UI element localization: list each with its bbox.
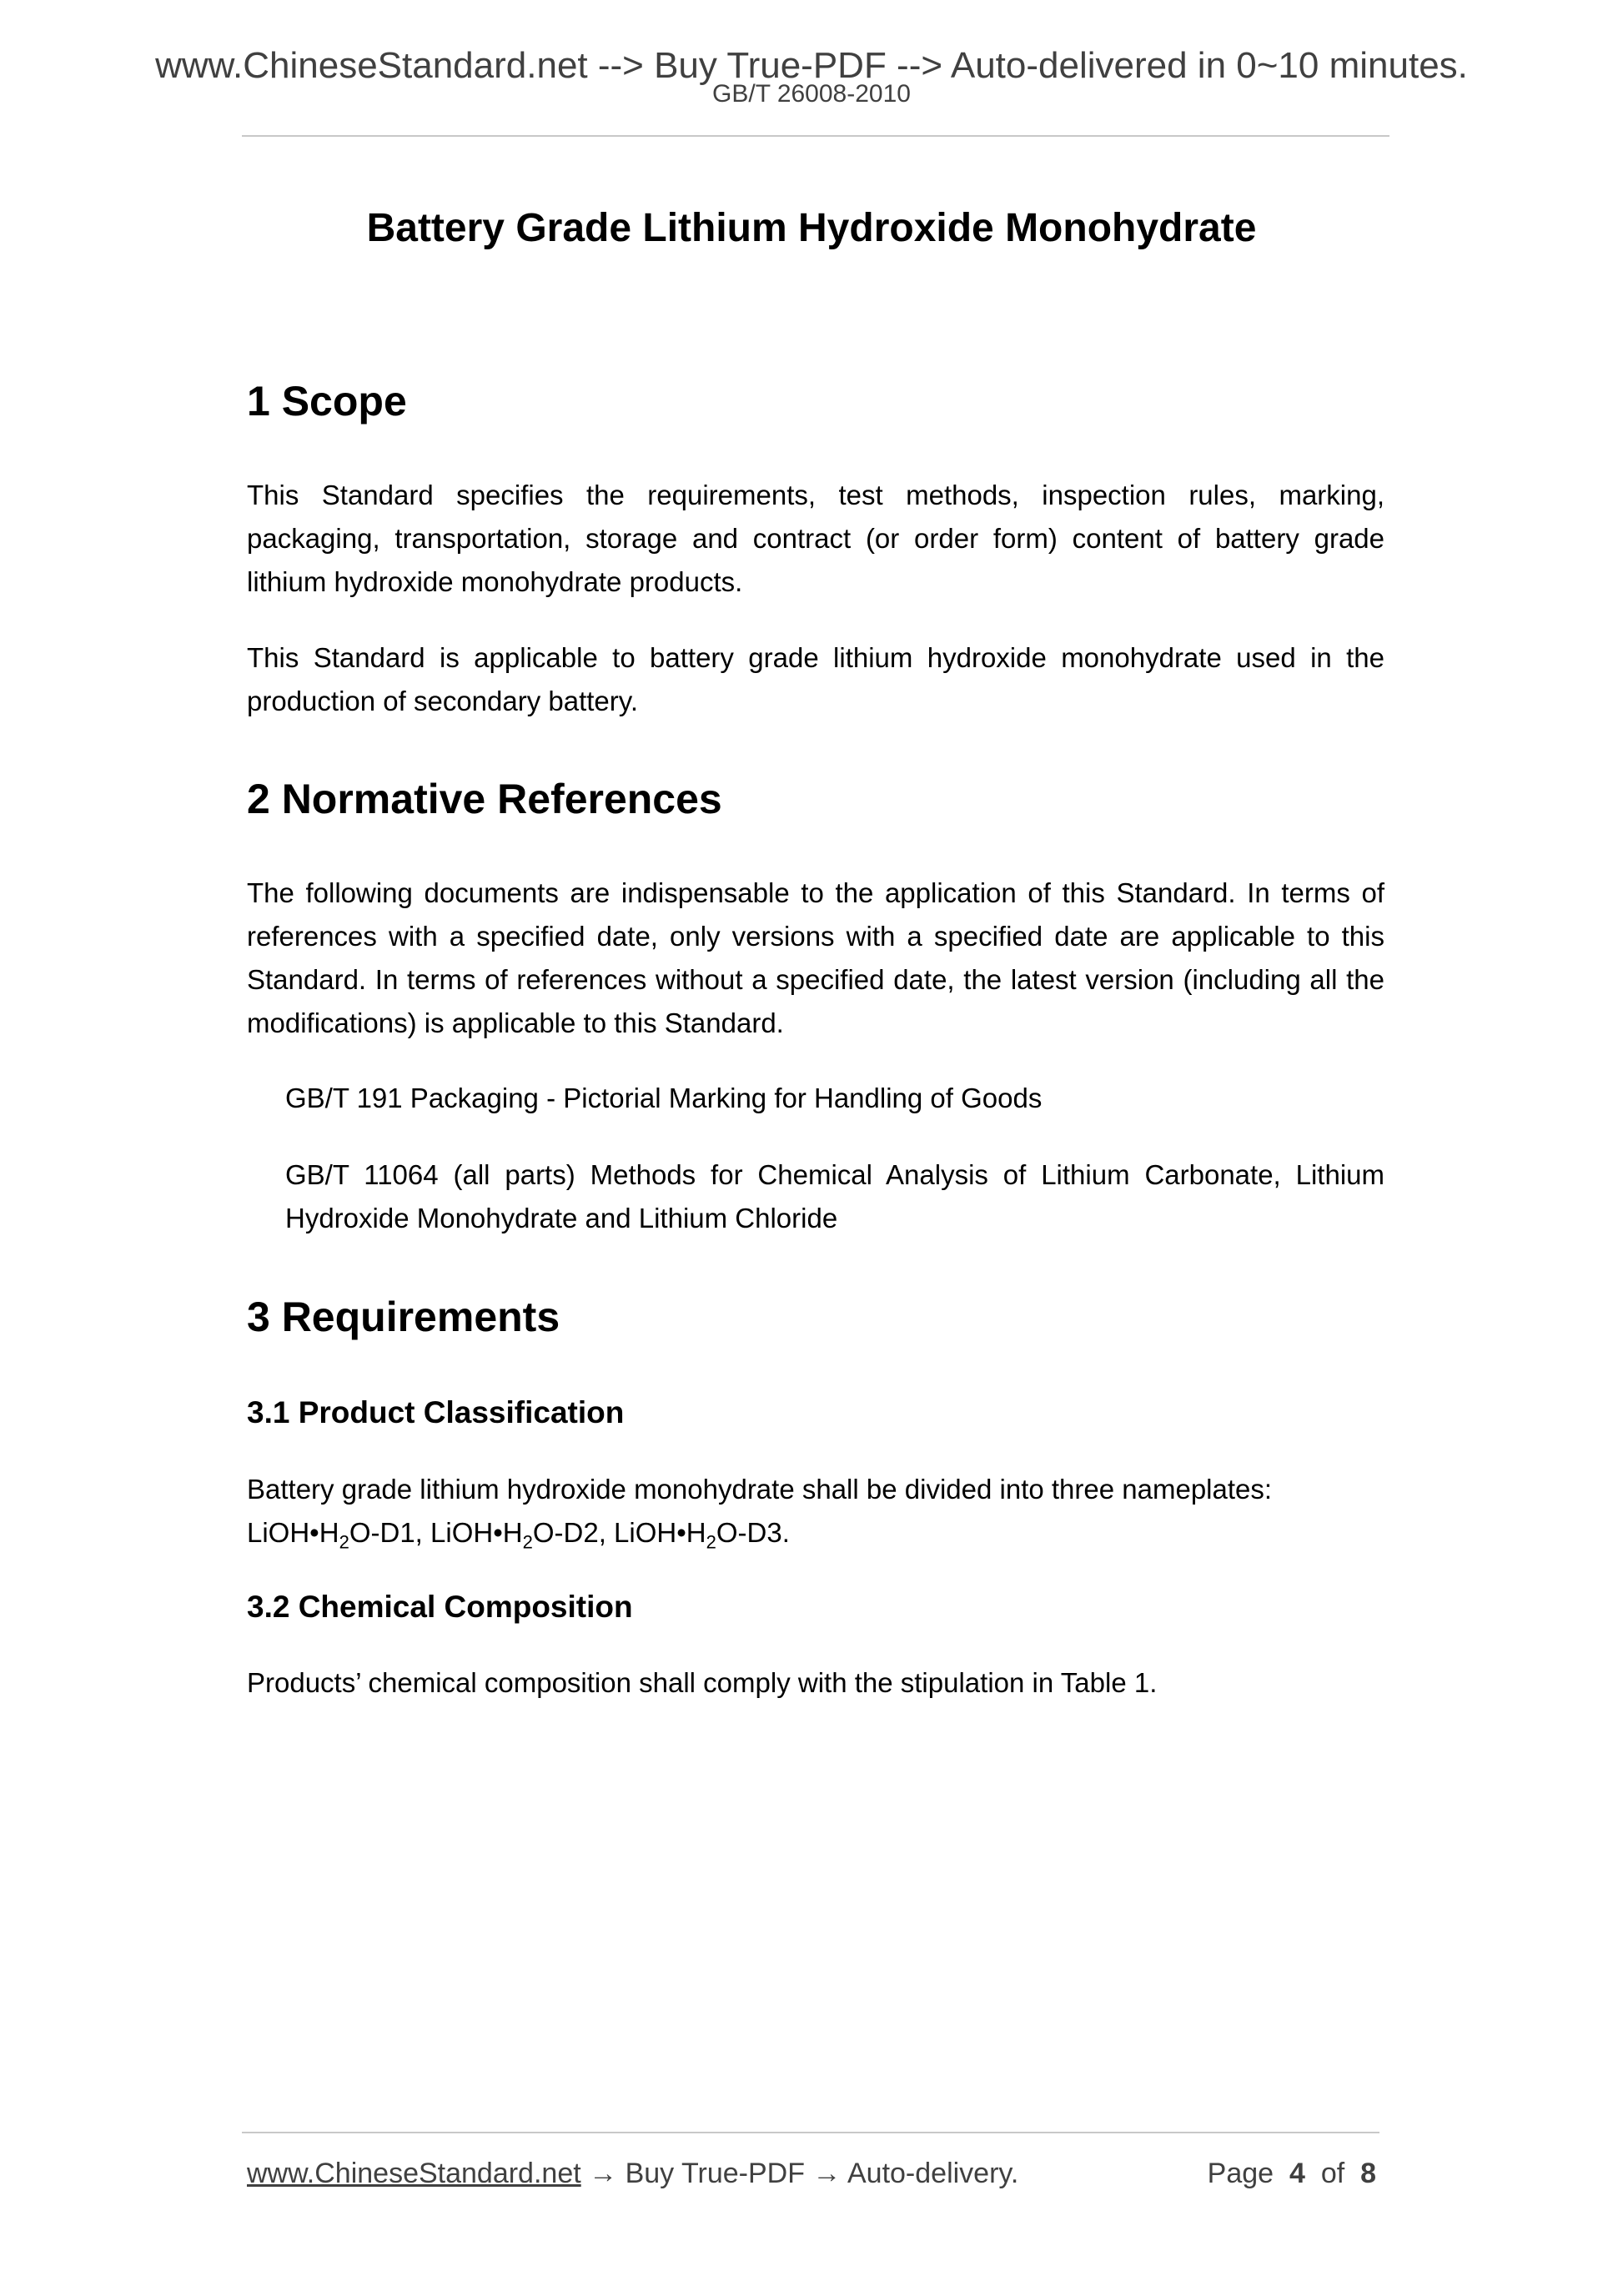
subsection-heading-chemical-composition: 3.2 Chemical Composition xyxy=(247,1590,633,1624)
footer-rule xyxy=(242,2132,1379,2133)
section-heading-normative-references: 2 Normative References xyxy=(247,776,722,822)
site-banner: www.ChineseStandard.net --> Buy True-PDF --> Auto-delivered in 0~10 minutes. xyxy=(155,45,1468,86)
section-heading-requirements: 3 Requirements xyxy=(247,1294,560,1340)
scope-paragraph-1: This Standard specifies the requirements, test methods, inspection rules, marking, packaging, transportation, storage and contract (or order form) content of battery grade lithium hydroxide monohydrate products. xyxy=(247,480,1384,597)
classification-paragraph xyxy=(247,1468,1384,1565)
page-label: Page xyxy=(1207,2158,1274,2189)
subsection-heading-product-classification: 3.1 Product Classification xyxy=(247,1395,625,1429)
chemical-composition-paragraph: Products’ chemical composition shall comply with the stipulation in Table 1. xyxy=(247,1667,1158,1698)
page-of-label: of xyxy=(1320,2158,1345,2189)
grade-list: $LiOH•H_2O-D1$, $LiOH•H_2O-D2$, $LiOH•H_2O-D3$. xyxy=(247,1517,790,1553)
header-rule xyxy=(242,135,1389,137)
references-paragraph: The following documents are indispensable to the application of this Standard. In terms of references with a specified date, only versions with a specified date are applicable to this Standard. In terms of references without a specified date, the latest version (including all the modifications) is applicable to this Standard. xyxy=(247,877,1384,1038)
footer-site-link[interactable]: www.ChineseStandard.net xyxy=(247,2158,581,2189)
document-title: Battery Grade Lithium Hydroxide Monohydrate xyxy=(366,206,1257,250)
grade-d2: $LiOH•H_2O-D2$ xyxy=(430,1517,599,1553)
reference-item: GB/T 11064 (all parts) Methods for Chemical Analysis of Lithium Carbonate, Lithium Hydroxide Monohydrate and Lithium Chloride xyxy=(285,1159,1384,1233)
footer-tagline: → Buy True-PDF → Auto-delivery. xyxy=(580,2158,1019,2189)
footer-text xyxy=(247,2155,1018,2192)
page-current: 4 xyxy=(1289,2158,1305,2189)
classification-text: Battery grade lithium hydroxide monohydrate shall be divided into three nameplates: xyxy=(247,1474,1273,1505)
scope-paragraph-2: This Standard is applicable to battery grade lithium hydroxide monohydrate used in the production of secondary battery. xyxy=(247,642,1384,716)
document-code: GB/T 26008-2010 xyxy=(712,80,911,108)
grade-d3: $LiOH•H_2O-D3$ xyxy=(614,1517,782,1553)
reference-item: GB/T 191 Packaging - Pictorial Marking for Handling of Goods xyxy=(285,1083,1043,1113)
grade-d1: $LiOH•H_2O-D1$ xyxy=(247,1517,415,1553)
page-total: 8 xyxy=(1360,2158,1376,2189)
page-indicator xyxy=(1208,2155,1376,2192)
section-heading-scope: 1 Scope xyxy=(247,378,407,425)
